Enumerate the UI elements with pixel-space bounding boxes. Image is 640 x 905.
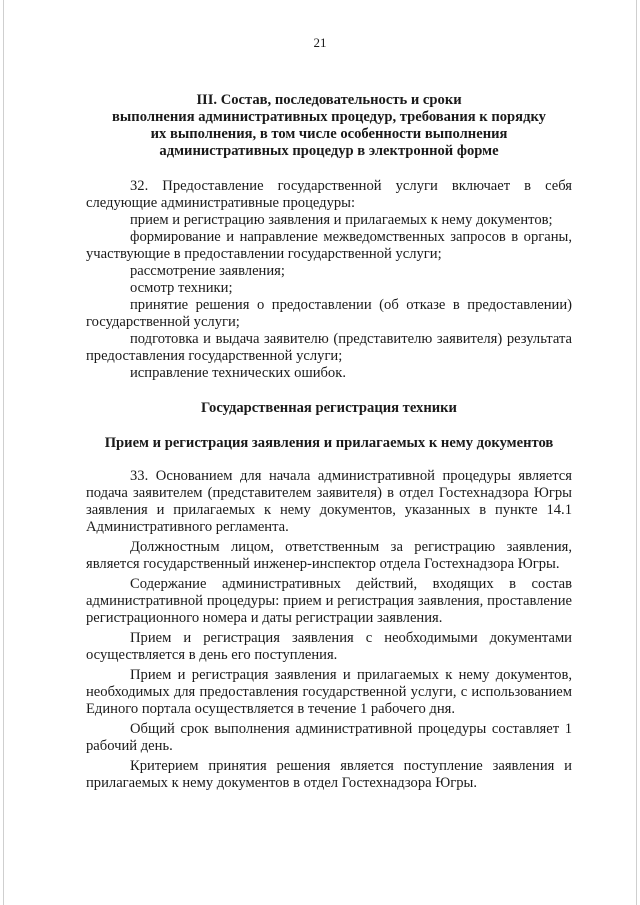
- procedure-item: формирование и направление межведомственных запросов в органы, участвующие в предоставлении государственной услуги;: [86, 229, 572, 262]
- paragraph-33-total-term: Общий срок выполнения административной процедуры составляет 1 рабочий день.: [86, 721, 572, 754]
- paragraph-33-actions: Содержание административных действий, входящих в состав административной процедуры: прием и регистрация заявления, проставление регистрационного номера и даты регистрации заявления.: [86, 576, 572, 626]
- section-title-line: выполнения административных процедур, требования к порядку: [112, 109, 546, 125]
- document-body: [86, 92, 572, 792]
- section-title-line: их выполнения, в том числе особенности выполнения: [150, 126, 508, 142]
- page-number: 21: [313, 35, 327, 50]
- paragraph-33-same-day: Прием и регистрация заявления с необходимыми документами осуществляется в день его поступления.: [86, 630, 572, 663]
- procedure-item: рассмотрение заявления;: [130, 263, 285, 279]
- procedure-item: исправление технических ошибок.: [130, 365, 346, 381]
- heading-registration: Государственная регистрация техники: [201, 400, 457, 416]
- scan-edge-right: [636, 0, 637, 905]
- paragraph-33-responsible: Должностным лицом, ответственным за регистрацию заявления, является государственный инженер-инспектор отдела Гостехнадзора Югры.: [86, 539, 572, 572]
- paragraph-33: 33. Основанием для начала административной процедуры является подача заявителем (представителем заявителя) в отдел Гостехнадзора Югры заявления и прилагаемых к нему документов, указанных в пункте 14.1 Административного регламента.: [86, 468, 572, 535]
- heading-reception: Прием и регистрация заявления и прилагаемых к нему документов: [104, 435, 554, 451]
- section-title-line: III. Состав, последовательность и сроки: [196, 92, 462, 108]
- paragraph-32-intro: 32. Предоставление государственной услуги включает в себя следующие административные процедуры:: [86, 178, 572, 211]
- paragraph-33-criterion: Критерием принятия решения является поступление заявления и прилагаемых к нему документов в отдел Гостехнадзора Югры.: [86, 758, 572, 791]
- paragraph-33-portal: Прием и регистрация заявления и прилагаемых к нему документов, необходимых для предоставления государственной услуги, с использованием Единого портала осуществляется в течение 1 рабочего дня.: [86, 667, 572, 717]
- procedure-item: подготовка и выдача заявителю (представителю заявителя) результата предоставления государственной услуги;: [86, 331, 572, 364]
- procedure-item: прием и регистрацию заявления и прилагаемых к нему документов;: [130, 212, 553, 228]
- section-title-line: административных процедур в электронной форме: [159, 143, 499, 159]
- procedure-item: осмотр техники;: [130, 280, 233, 296]
- section-title: [86, 92, 572, 160]
- procedure-item: принятие решения о предоставлении (об отказе в предоставлении) государственной услуги;: [86, 297, 572, 330]
- scan-edge-left: [3, 0, 4, 905]
